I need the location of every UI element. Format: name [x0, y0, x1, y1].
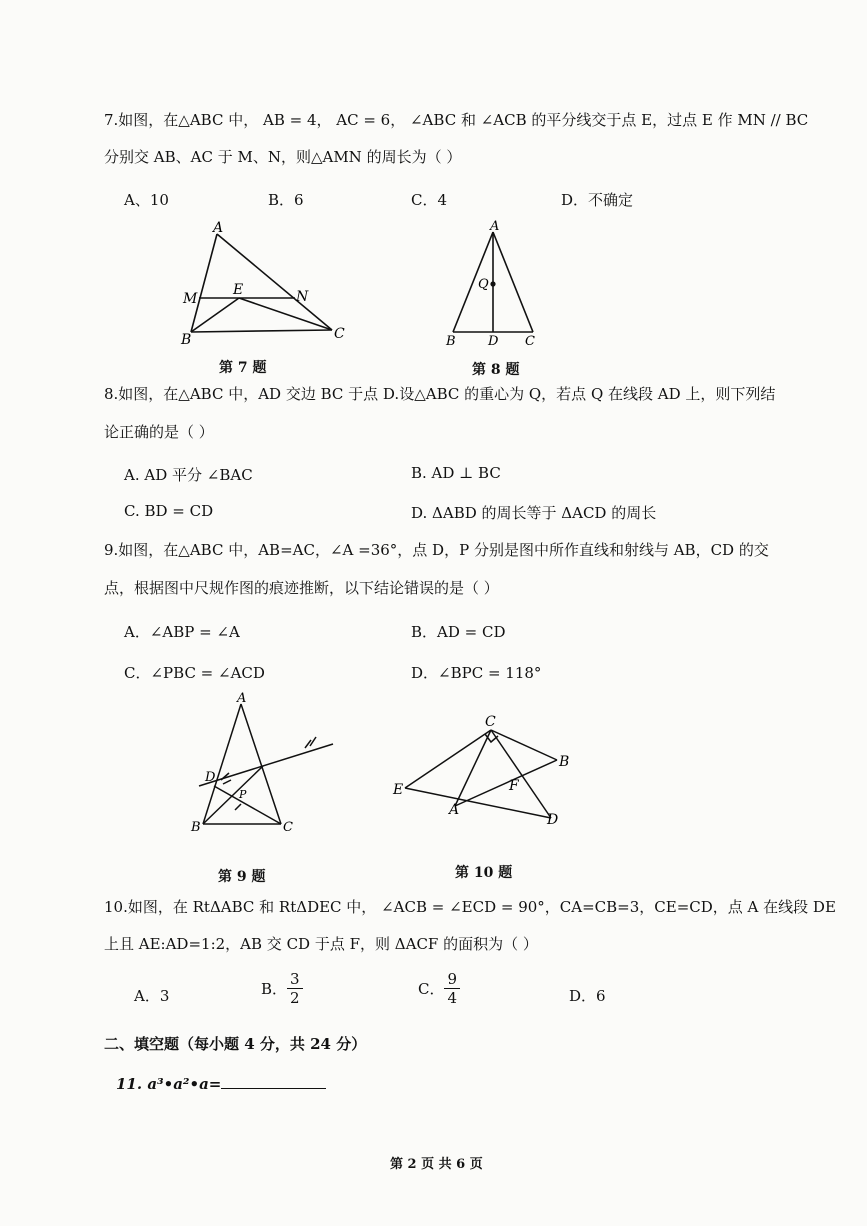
fig10-label-f: F: [509, 778, 519, 794]
q11-expression: 11. a³•a²•a=: [116, 1075, 222, 1093]
fig7-label-m: M: [183, 291, 198, 307]
q7-option-c: C．4: [411, 191, 448, 209]
fig10-label-e: E: [393, 782, 404, 798]
fig10-label-d: D: [547, 812, 559, 828]
q10-option-c: [418, 970, 460, 1007]
q10-option-a: A．3: [134, 987, 170, 1005]
fig9-label-c: C: [283, 820, 293, 835]
fig9-label-p: P: [239, 788, 247, 801]
fig10-label-a: A: [449, 802, 460, 818]
q9-option-b: B．AD = CD: [411, 623, 506, 641]
fig9-label-a: A: [237, 691, 247, 706]
q7-line1: 7.如图，在△ABC 中， AB = 4， AC = 6， ∠ABC 和 ∠ACB 的平分线交于点 E，过点 E 作 MN // BC: [104, 111, 809, 129]
figure-8-caption: 第 8 题: [472, 362, 520, 378]
figure-8-diagram: [440, 218, 550, 348]
figure-10-caption: 第 10 题: [455, 865, 513, 881]
q8-line1: 8.如图，在△ABC 中，AD 交边 BC 于点 D.设△ABC 的重心为 Q，若点 Q 在线段 AD 上，则下列结: [104, 385, 776, 403]
q10-option-b-fraction: [287, 970, 303, 1007]
q10-option-b-denominator: 2: [290, 989, 300, 1007]
q8-option-d: D. ΔABD 的周长等于 ΔACD 的周长: [411, 504, 657, 522]
q11-answer-blank[interactable]: [221, 1074, 326, 1089]
q7-option-b: B．6: [268, 191, 304, 209]
q10-option-b: [261, 970, 303, 1007]
q8-option-c: C. BD = CD: [124, 502, 214, 520]
section-2-title: 二、填空题（每小题 4 分，共 24 分）: [104, 1035, 367, 1053]
q10-option-c-prefix: C．: [418, 980, 445, 998]
q8-option-a: A. AD 平分 ∠BAC: [124, 466, 253, 484]
q10-line2: 上且 AE:AD=1:2，AB 交 CD 于点 F，则 ΔACF 的面积为（ ）: [104, 935, 538, 953]
fig8-label-d: D: [488, 334, 499, 348]
fig7-label-a: A: [213, 220, 224, 236]
fig8-label-a: A: [490, 219, 500, 234]
q10-line1: 10.如图，在 RtΔABC 和 RtΔDEC 中， ∠ACB = ∠ECD = 90°，CA=CB=3，CE=CD，点 A 在线段 DE: [104, 898, 836, 916]
figure-7-diagram: [175, 218, 355, 348]
q7-option-d: D．不确定: [561, 191, 634, 209]
q10-option-c-denominator: 4: [447, 989, 458, 1007]
q7-line2: 分别交 AB、AC 于 M、N，则△AMN 的周长为（ ）: [104, 148, 462, 166]
fig10-label-b: B: [559, 754, 570, 770]
fig7-label-e: E: [233, 282, 244, 298]
q10-option-c-fraction: [444, 970, 460, 1007]
fig8-label-b: B: [446, 334, 456, 348]
fig8-label-c: C: [525, 334, 535, 348]
page-footer: 第 2 页 共 6 页: [390, 1157, 483, 1172]
fig9-label-d: D: [205, 770, 216, 785]
q9-option-a: A．∠ABP = ∠A: [124, 623, 240, 641]
figure-9-diagram: [185, 690, 345, 840]
q11-text: [116, 1074, 326, 1092]
fig8-label-q: Q: [478, 277, 489, 292]
q7-option-a: A、10: [124, 191, 169, 209]
fig7-label-c: C: [334, 326, 345, 342]
figure-10-diagram: [385, 708, 585, 833]
q9-line1: 9.如图，在△ABC 中，AB=AC，∠A =36°，点 D，P 分别是图中所作直线和射线与 AB，CD 的交: [104, 541, 769, 559]
fig8-centroid-point: [490, 281, 495, 286]
q10-option-b-numerator: 3: [287, 970, 303, 989]
q10-option-d: D．6: [569, 987, 606, 1005]
fig10-label-c: C: [485, 714, 496, 730]
q8-option-b: B. AD ⊥ BC: [411, 464, 501, 482]
figure-7-caption: 第 7 题: [219, 360, 267, 376]
figure-9-caption: 第 9 题: [218, 869, 266, 885]
q9-option-d: D．∠BPC = 118°: [411, 664, 542, 682]
fig7-label-b: B: [181, 332, 192, 348]
q9-option-c: C．∠PBC = ∠ACD: [124, 664, 265, 682]
fig9-label-b: B: [191, 820, 201, 835]
fig7-label-n: N: [296, 289, 309, 305]
q8-line2: 论正确的是（ ）: [104, 423, 214, 441]
q9-line2: 点，根据图中尺规作图的痕迹推断，以下结论错误的是（ ）: [104, 579, 499, 597]
q10-option-b-prefix: B．: [261, 980, 288, 998]
q10-option-c-numerator: 9: [444, 970, 460, 989]
